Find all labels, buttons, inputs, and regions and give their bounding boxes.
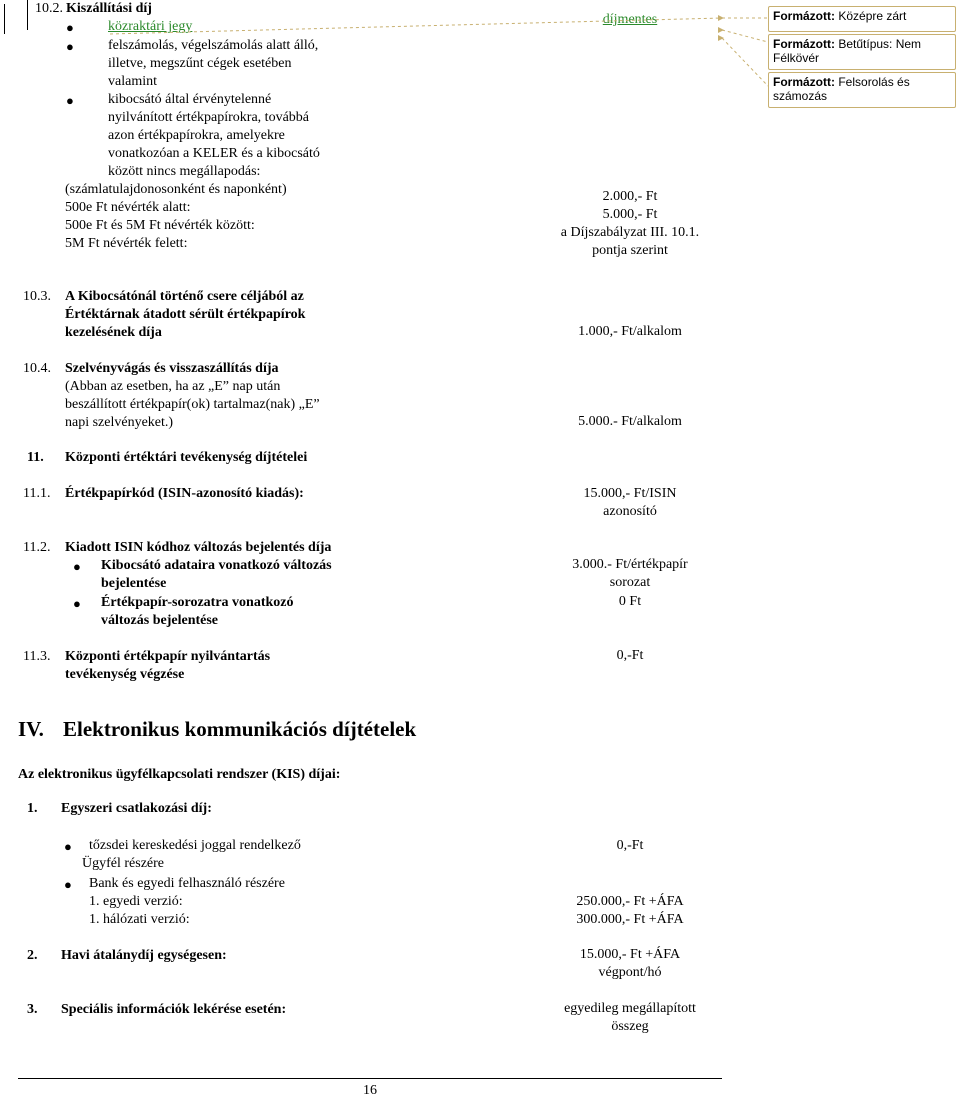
sub-item: 1. egyedi verzió: (89, 894, 183, 909)
bullet-item-kozraktari: közraktári jegy (108, 19, 193, 34)
bullet-icon: ● (73, 559, 81, 574)
balloon-text: Betűtípus: Nem (838, 37, 922, 51)
fee-value: 0,-Ft (616, 648, 644, 663)
tier-label: 500e Ft névérték alatt: (65, 200, 191, 215)
balloon-text: számozás (773, 89, 828, 103)
section-title: Központi értéktári tevékenység díjtételei (65, 450, 308, 465)
fee-value: összeg (611, 1019, 649, 1034)
tier-label: 500e Ft és 5M Ft névérték között: (65, 218, 255, 233)
section-title-line: Értéktárnak átadott sérült értékpapírok (65, 307, 306, 322)
bullet-item-line: Kibocsátó adataira vonatkozó változás (101, 558, 332, 573)
bullet-icon: ● (66, 93, 74, 108)
section-title-line: kezelésének díja (65, 325, 162, 340)
fee-value: sorozat (609, 575, 651, 590)
bullet-item-line: felszámolás, végelszámolás alatt álló, (108, 38, 319, 53)
fee-value: 0 Ft (618, 594, 642, 609)
bullet-item-line: nyilvánított értékpapírokra, továbbá (108, 110, 309, 125)
bullet-item-line: Ügyfél részére (82, 856, 165, 871)
section-number: 11.3. (23, 649, 51, 664)
sub-item: 1. hálózati verzió: (89, 912, 190, 927)
section-title: Kiadott ISIN kódhoz változás bejelentés díja (65, 540, 332, 555)
section-title: Értékpapírkód (ISIN-azonosító kiadás): (65, 486, 304, 501)
item-number: 2. (27, 948, 38, 963)
bullet-item-line: valamint (108, 74, 157, 89)
section-note-line: (Abban az esetben, ha az „E” nap után (65, 379, 281, 394)
bullet-icon: ● (66, 39, 74, 54)
balloon-text: Félkövér (773, 51, 820, 65)
bullet-item-line: vonatkozóan a KELER és a kibocsátó (108, 146, 320, 161)
item-title: Speciális információk lekérése esetén: (61, 1002, 287, 1017)
fee-dijmentes: díjmentes (602, 12, 658, 27)
bullet-item-line: azon értékpapírokra, amelyekre (108, 128, 285, 143)
bullet-item-line: között nincs megállapodás: (108, 164, 261, 179)
fee-value: 250.000,- Ft +ÁFA (576, 894, 684, 909)
tier-fee: a Díjszabályzat III. 10.1. (560, 225, 700, 240)
tier-note: (számlatulajdonosonként és naponként) (65, 182, 287, 197)
bullet-item-line: változás bejelentése (101, 613, 219, 628)
fee-value: 3.000.- Ft/értékpapír (572, 557, 688, 572)
balloon-text: Középre zárt (838, 9, 907, 23)
section-title: Kiszállítási díj (66, 1, 152, 16)
fee-value: 0,-Ft (616, 838, 644, 853)
section-number: 11.1. (23, 486, 51, 501)
chapter-number: IV. (18, 717, 44, 741)
section-number: 10.3. (23, 289, 51, 304)
comment-balloon[interactable] (768, 72, 956, 108)
page-number: 16 (363, 1083, 377, 1098)
balloon-label: Formázott: (773, 37, 835, 51)
tier-fee: pontja szerint (592, 243, 668, 258)
bullet-item-line: Bank és egyedi felhasználó részére (89, 876, 285, 891)
bullet-icon: ● (73, 596, 81, 611)
bullet-item-line: bejelentése (101, 576, 167, 591)
bullet-icon: ● (64, 839, 72, 854)
fee-value: egyedileg megállapított (564, 1001, 696, 1016)
comment-balloon[interactable] (768, 34, 956, 70)
fee-value: azonosító (603, 504, 657, 519)
tier-fee: 2.000,- Ft (602, 189, 658, 204)
item-title: Havi átalánydíj egységesen: (61, 948, 227, 963)
item-title: Egyszeri csatlakozási díj: (61, 801, 212, 816)
footer-rule (18, 1078, 722, 1079)
fee-value: 15.000,- Ft/ISIN (583, 486, 677, 501)
tier-fee: 5.000,- Ft (602, 207, 658, 222)
bullet-item-line: Értékpapír-sorozatra vonatkozó (101, 595, 294, 610)
section-number: 10.4. (23, 361, 51, 376)
fee-value: 5.000.- Ft/alkalom (578, 414, 682, 429)
section-title-line: tevékenység végzése (65, 667, 185, 682)
balloon-label: Formázott: (773, 9, 835, 23)
bullet-item-line: illetve, megszűnt cégek esetében (108, 56, 292, 71)
bullet-icon: ● (64, 877, 72, 892)
section-number: 10.2. (35, 1, 63, 16)
fee-value: 300.000,- Ft +ÁFA (576, 912, 684, 927)
section-number: 11.2. (23, 540, 51, 555)
comment-balloon[interactable] (768, 6, 956, 32)
section-note-line: beszállított értékpapír(ok) tartalmaz(nak) „E” (65, 397, 320, 412)
item-number: 1. (27, 801, 38, 816)
section-note-line: napi szelvényeket.) (65, 415, 174, 430)
balloon-label: Formázott: (773, 75, 835, 89)
item-number: 3. (27, 1002, 38, 1017)
kis-heading: Az elektronikus ügyfélkapcsolati rendszer (KIS) díjai: (18, 767, 341, 782)
chapter-title: Elektronikus kommunikációs díjtételek (63, 717, 417, 741)
fee-value: 1.000,- Ft/alkalom (578, 324, 682, 339)
bullet-icon: ● (66, 20, 74, 35)
section-title: Szelvényvágás és visszaszállítás díja (65, 361, 279, 376)
fee-value: végpont/hó (598, 965, 662, 980)
fee-value: 15.000,- Ft +ÁFA (579, 947, 681, 962)
section-title-line: A Kibocsátónál történő csere céljából az (65, 289, 304, 304)
bullet-item-line: kibocsátó által érvénytelenné (108, 92, 272, 107)
bullet-item-line: tőzsdei kereskedési joggal rendelkező (89, 838, 301, 853)
section-title-line: Központi értékpapír nyilvántartás (65, 649, 271, 664)
tier-label: 5M Ft névérték felett: (65, 236, 188, 251)
section-number: 11. (27, 450, 44, 465)
balloon-text: Felsorolás és (838, 75, 910, 89)
